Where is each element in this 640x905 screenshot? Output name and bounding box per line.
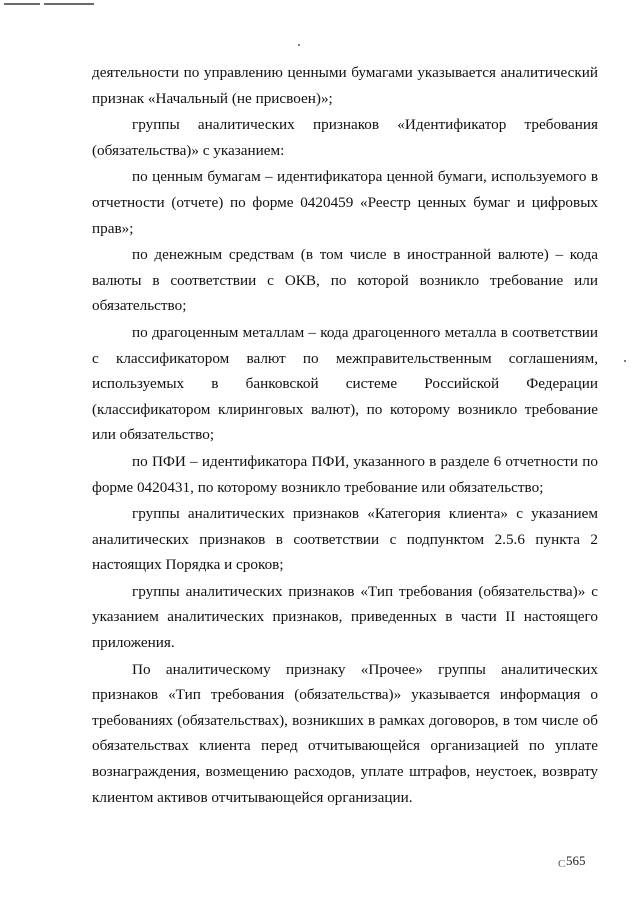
paragraph-continuation: деятельности по управлению ценными бумагами указывается аналитический признак «Начальный (не присвоен)»;: [92, 64, 598, 107]
paragraph-cash: по денежным средствам (в том числе в иностранной валюте) – кода валюты в соответствии с ОКВ, по которой возникло требование или обязательство;: [92, 246, 598, 315]
stamp-mark: С: [558, 858, 566, 870]
paragraph-client-category: группы аналитических признаков «Категория клиента» с указанием аналитических признаков в соответствии с подпунктом 2.5.6 пункта 2 настоящих Порядка и сроков;: [92, 505, 598, 574]
scan-speck: [624, 360, 626, 362]
top-scan-rule-left: [4, 3, 40, 5]
paragraph-requirement-type: группы аналитических признаков «Тип требования (обязательства)» с указанием аналитических признаков, приведенных в части II настоящего приложения.: [92, 582, 598, 652]
paragraph-pfi: по ПФИ – идентификатора ПФИ, указанного в разделе 6 отчетности по форме 0420431, по которому возникло требование или обязательство;: [92, 452, 598, 496]
paragraph-identifier-group: группы аналитических признаков «Идентификатор требования (обязательства)» с указанием:: [92, 116, 598, 159]
paragraph-securities: по ценным бумагам – идентификатора ценной бумаги, используемого в отчетности (отчете) по форме 0420459 «Реестр ценных бумаг и цифровых прав»;: [92, 168, 598, 237]
top-scan-rule-right: [44, 3, 94, 5]
page-number: 565: [566, 853, 586, 868]
paragraph-precious-metals: по драгоценным металлам – кода драгоценного металла в соответствии с классификатором валют по межправительственным соглашениям, используемых в банковской системе Российской Федерации (классификатором клиринговых валют), по которому возникло требование или обязательство;: [92, 323, 598, 444]
scan-speck: [298, 44, 300, 46]
paragraph-other: По аналитическому признаку «Прочее» группы аналитических признаков «Тип требования (обязательства)» указывается информация о требованиях (обязательствах), возникших в рамках договоров, в том числе об обязательствах клиента перед отчитывающейся организацией по уплате вознаграждения, возмещению расходов, уплате штрафов, неустоек, возврату клиентом активов отчитывающейся организации.: [92, 660, 598, 806]
document-body: [92, 60, 598, 810]
